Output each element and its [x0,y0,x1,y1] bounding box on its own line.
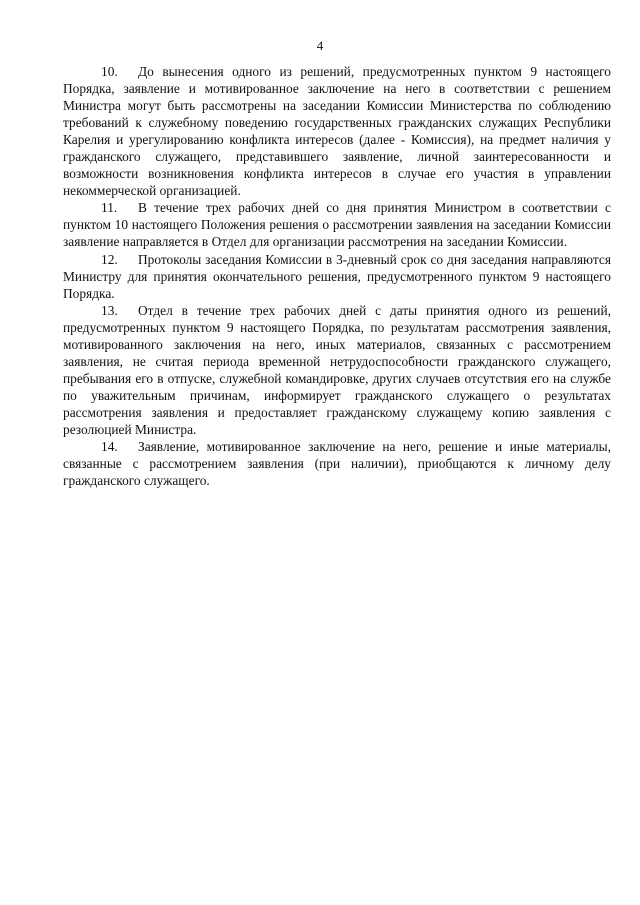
paragraph-text: До вынесения одного из решений, предусмотренных пунктом 9 настоящего Порядка, заявление и мотивированное заключение на него в соответствии с решением Министра могут быть рассмотрены на заседании Комиссии Министерства по соблюдению требований к служебному поведению государственных гражданских служащих Республики Карелия и урегулированию конфликта интересов (далее - Комиссия), на предмет наличия у гражданского служащего, представившего заявление, личной заинтересованности и возможности возникновения конфликта интересов в случае его участия в управлении некоммерческой организацией. [63,64,611,199]
paragraph-10 [63,63,611,199]
paragraph-number: 13. [101,302,118,318]
paragraph-text: Заявление, мотивированное заключение на него, решение и иные материалы, связанные с рассмотрением заявления (при наличии), приобщаются к личному делу гражданского служащего. [63,439,611,489]
paragraph-11 [63,199,611,250]
paragraph-number: 11. [101,200,118,216]
paragraph-12 [63,251,611,302]
paragraph-number: 14. [101,439,118,455]
paragraph-text: Протоколы заседания Комиссии в 3-дневный срок со дня заседания направляются Министру для принятия окончательного решения, предусмотренного пунктом 9 настоящего Порядка. [63,251,611,301]
paragraph-text: Отдел в течение трех рабочих дней с даты принятия одного из решений, предусмотренных пунктом 9 настоящего Порядка, по результатам рассмотрения заявления, мотивированного заключения на него, иных материалов, связанных с рассмотрением заявления, не считая периода временной нетрудоспособности гражданского служащего, пребывания его в отпуске, служебной командировке, других случаев отсутствия его на службе по уважительным причинам, информирует гражданского служащего о результатах рассмотрения заявления и предоставляет гражданскому служащему копию заявления с резолюцией Министра. [63,302,611,437]
paragraph-13 [63,302,611,438]
page-number: 4 [316,38,324,53]
paragraph-number: 12. [101,251,118,267]
paragraph-text: В течение трех рабочих дней со дня принятия Министром в соответствии с пунктом 10 настоящего Положения решения о рассмотрении заявления на заседании Комиссии заявление направляется в Отдел для организации рассмотрения на заседании Комиссии. [63,200,611,250]
document-body [63,63,611,489]
paragraph-number: 10. [101,64,118,79]
paragraph-14 [63,438,611,489]
